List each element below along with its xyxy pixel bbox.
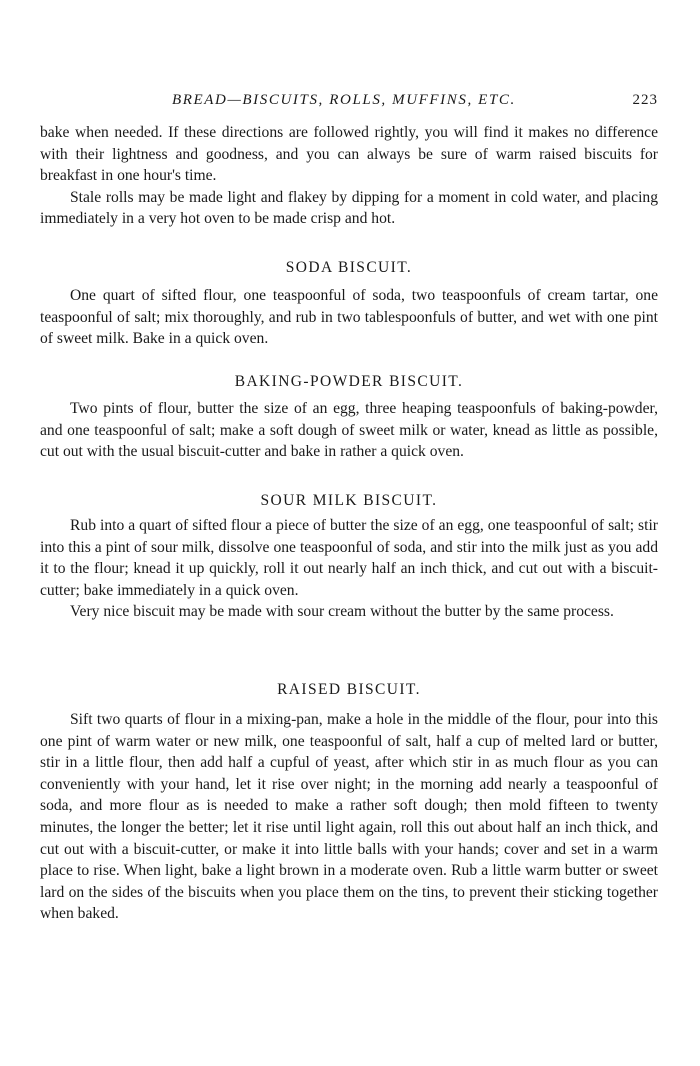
running-header [40, 92, 658, 114]
baking-powder-biscuit-heading: BAKING-POWDER BISCUIT. [234, 373, 464, 390]
soda-biscuit-section [40, 285, 658, 350]
running-title: BREAD—BISCUITS, ROLLS, MUFFINS, ETC. [172, 92, 516, 108]
continued-paragraph: bake when needed. If these directions are followed rightly, you will find it makes no difference with their lightness and goodness, and you can always be sure of warm raised biscuits for breakfast in one hour's time. [40, 124, 658, 185]
sour-milk-biscuit-section [40, 515, 658, 623]
baking-powder-biscuit-section [40, 398, 658, 463]
soda-biscuit-recipe: One quart of sifted flour, one teaspoonful of soda, two teaspoonfuls of cream tartar, one teaspoonful of salt; mix thoroughly, and rub in two tablespoonfuls of butter, and wet with one pint of sweet milk. Bake in a quick oven. [40, 287, 658, 348]
sour-cream-variant-paragraph: Very nice biscuit may be made with sour cream without the butter by the same process. [70, 603, 614, 621]
sour-milk-biscuit-recipe: Rub into a quart of sifted flour a piece of butter the size of an egg, one teaspoonful of salt; stir into this a pint of sour milk, dissolve one teaspoonful of soda, and stir into the milk just as you add it to the flour; knead it up quickly, roll it out nearly half an inch thick, and cut out with a biscuit-cutter; bake immediately in a quick oven. [40, 517, 658, 599]
page-number: 223 [632, 92, 658, 108]
raised-biscuit-recipe: Sift two quarts of flour in a mixing-pan, make a hole in the middle of the flour, pour into this one pint of warm water or new milk, one teaspoonful of salt, half a cup of melted lard or butter, stir in a little flour, then add half a cupful of yeast, after which stir in as much flour as you can conveniently with your hand, let it rise over night; in the morning add nearly a teaspoonful of soda, and more flour as is needed to make a rather soft dough; then mold fifteen to twenty minutes, the longer the better; let it rise until light again, roll this out about half an inch thick, and cut out with a biscuit-cutter, or make it into little balls with your hands; cover and set in a warm place to rise. When light, bake a light brown in a moderate oven. Rub a little warm butter or sweet lard on the sides of the biscuits when you place them on the tins, to prevent their sticking together when baked. [40, 711, 658, 923]
soda-biscuit-heading: SODA BISCUIT. [285, 259, 413, 276]
stale-rolls-paragraph: Stale rolls may be made light and flakey by dipping for a moment in cold water, and placing immediately in a very hot oven to be made crisp and hot. [40, 188, 658, 228]
raised-biscuit-heading: RAISED BISCUIT. [277, 681, 421, 698]
baking-powder-biscuit-recipe: Two pints of flour, butter the size of an egg, three heaping teaspoonfuls of baking-powder, and one teaspoonful of salt; make a soft dough of sweet milk or water, knead as little as possible, cut out with the usual biscuit-cutter and bake in rather a quick oven. [40, 400, 658, 461]
raised-biscuit-section [40, 709, 658, 925]
sour-milk-biscuit-heading: SOUR MILK BISCUIT. [260, 492, 438, 509]
intro-section [40, 122, 658, 230]
